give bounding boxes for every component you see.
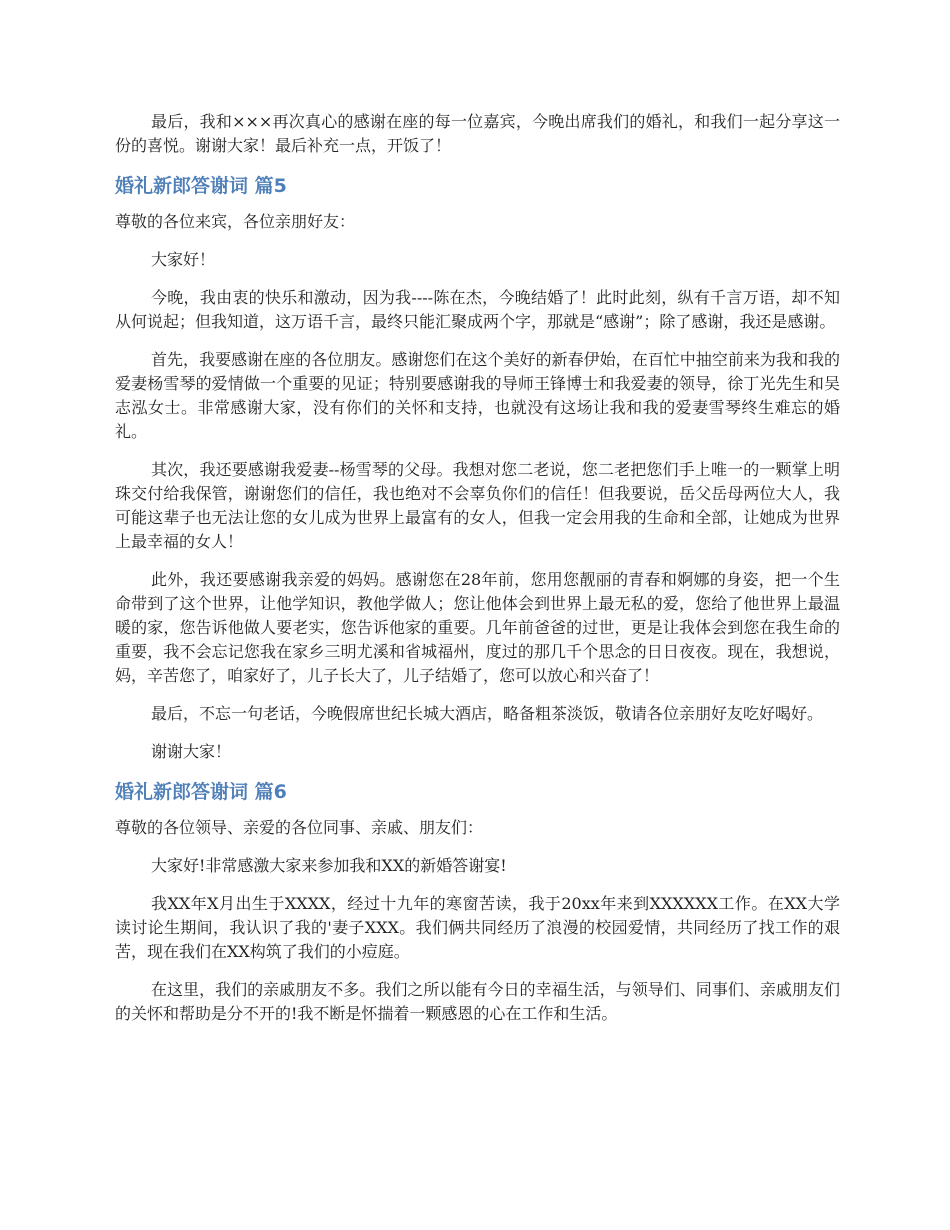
- salutation: 尊敬的各位来宾，各位亲朋好友：: [115, 212, 356, 231]
- paragraph: 我XX年X月出生于XXXX，经过十九年的寒窗苦读，我于20xx年来到XXXXXX工作。在XX大学读讨论生期间，我认识了我的'妻子XXX。我们俩共同经历了浪漫的校园爱情，共同经历了找工作的艰苦，现在我们在XX构筑了我们的小痘庭。: [115, 894, 840, 961]
- paragraph: 谢谢大家！: [151, 742, 232, 761]
- paragraph: 大家好！: [151, 250, 216, 269]
- section-heading: 婚礼新郎答谢词 篇5: [115, 175, 287, 197]
- section-heading: 婚礼新郎答谢词 篇6: [115, 781, 287, 803]
- salutation: 尊敬的各位领导、亲爱的各位同事、亲戚、朋友们：: [115, 818, 484, 837]
- paragraph: 此外，我还要感谢我亲爱的妈妈。感谢您在28年前，您用您靓丽的青春和婀娜的身姿，把一个生命带到了这个世界，让他学知识，教他学做人；您让他体会到世界上最无私的爱，您给了他世界上最温暖的家，您告诉他做人要老实，您告诉他家的重要。几年前爸爸的过世，更是让我体会到您在我生命的重要，我不会忘记您我在家乡三明尤溪和省城福州，度过的那几千个思念的日日夜夜。现在，我想说，妈，辛苦您了，咱家好了，儿子长大了，儿子结婚了，您可以放心和兴奋了！: [115, 570, 840, 685]
- paragraph: 最后，不忘一句老话，今晚假席世纪长城大酒店，略备粗茶淡饭，敬请各位亲朋好友吃好喝好。: [151, 704, 824, 723]
- paragraph: 最后，我和×××再次真心的感谢在座的每一位嘉宾，今晚出席我们的婚礼，和我们一起分享这一份的喜悦。谢谢大家！最后补充一点，开饭了！: [115, 112, 840, 155]
- paragraph: 大家好!非常感激大家来参加我和XX的新婚答谢宴!: [151, 856, 507, 875]
- paragraph: 今晚，我由衷的快乐和激动，因为我----陈在杰，今晚结婚了！此时此刻，纵有千言万语，却不知从何说起；但我知道，这万语千言，最终只能汇聚成两个字，那就是“感谢”；除了感谢，我还是感谢。: [115, 288, 840, 331]
- document-page: [115, 110, 840, 1040]
- paragraph: 其次，我还要感谢我爱妻--杨雪琴的父母。我想对您二老说，您二老把您们手上唯一的一颗掌上明珠交付给我保管，谢谢您们的信任，我也绝对不会辜负你们的信任！但我要说，岳父岳母两位大人，我可能这辈子也无法让您的女儿成为世界上最富有的女人，但我一定会用我的生命和全部，让她成为世界上最幸福的女人！: [115, 460, 840, 551]
- paragraph: 首先，我要感谢在座的各位朋友。感谢您们在这个美好的新春伊始，在百忙中抽空前来为我和我的爱妻杨雪琴的爱情做一个重要的见证；特别要感谢我的导师王锋博士和我爱妻的领导，徐丁光先生和吴志泓女士。非常感谢大家，没有你们的关怀和支持，也就没有这场让我和我的爱妻雪琴终生难忘的婚礼。: [115, 350, 840, 441]
- paragraph: 在这里，我们的亲戚朋友不多。我们之所以能有今日的幸福生活，与领导们、同事们、亲戚朋友们的关怀和帮助是分不开的!我不断是怀揣着一颗感恩的心在工作和生活。: [115, 980, 840, 1023]
